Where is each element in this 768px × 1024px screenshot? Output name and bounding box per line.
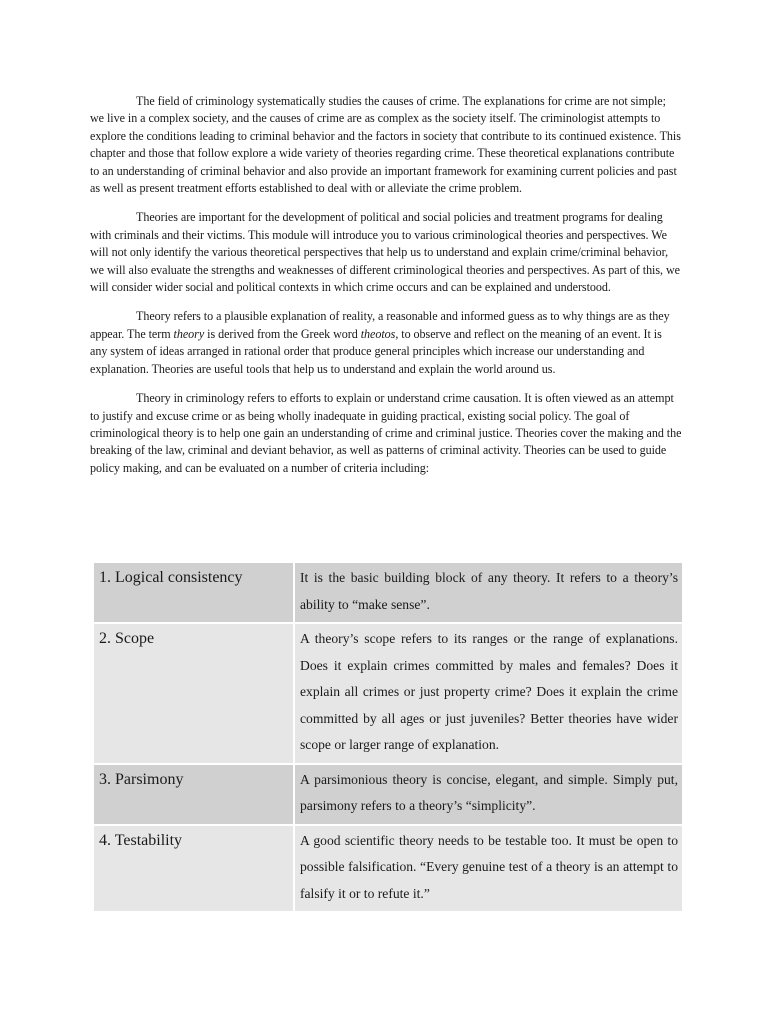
paragraph-text: Theory in criminology refers to efforts to explain or understand crime causation. It is often viewed as an attempt to justify and excuse crime or as being wholly inadequate in guiding practical, existing social policy. The goal of criminological theory is to help one gain an understanding of crime and criminal justice. Theories cover the making and the breaking of the law, criminal and deviant behavior, as well as patterns of criminal activity. Theories can be used to guide policy making, and can be evaluated on a number of criteria including: (90, 391, 682, 475)
criteria-table (94, 563, 682, 913)
criterion-name: 1. Logical consistency (94, 563, 294, 623)
table-row-logical-consistency (94, 563, 682, 623)
table-row-testability (94, 825, 682, 913)
paragraph-text: Theories are important for the development of political and social policies and treatment programs for dealing with criminals and their victims. This module will introduce you to various criminological theories and perspectives. We will not only identify the various theoretical perspectives that help us to understand and explain crime/criminal behavior, we will also evaluate the strengths and weaknesses of different criminological theories and perspectives. As part of this, we will consider wider social and political contexts in which crime occurs and can be explained and understood. (90, 210, 680, 295)
criterion-description: A good scientific theory needs to be testable too. It must be open to possible falsification. “Every genuine test of a theory is an attempt to falsify it or to refute it.” (294, 825, 682, 913)
italic-term-theory: theory (173, 326, 205, 341)
criterion-description: It is the basic building block of any theory. It refers to a theory’s ability to “make sense”. (294, 563, 682, 623)
table-row-scope (94, 623, 682, 764)
criterion-description: A theory’s scope refers to its ranges or the range of explanations. Does it explain crimes committed by males and females? Does it explain all crimes or just property crime? Does it explain the crime committed by all ages or just juveniles? Better theories have wider scope or larger range of explanation. (294, 623, 682, 764)
document-body (90, 93, 682, 489)
criterion-description: A parsimonious theory is concise, elegant, and simple. Simply put, parsimony refers to a theory’s “simplicity”. (294, 764, 682, 825)
paragraph-theory-definition (90, 308, 682, 378)
paragraph-text: is derived from the Greek word (204, 326, 361, 341)
criterion-name: 3. Parsimony (94, 764, 294, 825)
italic-term-theotos: theotos (360, 326, 396, 341)
paragraph-theory-in-criminology (90, 390, 682, 477)
paragraph-text: , to observe and reflect on the meaning of an event. It is any system of ideas arranged in rational order that produce general principles which increase our understanding and explanation. Theories are useful tools that help us to understand and explain the world around us. (90, 326, 662, 376)
paragraph-criminology-field (90, 93, 682, 197)
table-row-parsimony (94, 764, 682, 825)
paragraph-theories-importance (90, 209, 682, 296)
paragraph-text: The field of criminology systematically studies the causes of crime. The explanations for crime are not simple; we live in a complex society, and the causes of crime are as complex as the society itself. The criminologist attempts to explore the conditions leading to criminal behavior and the factors in society that contribute to its continued existence. This chapter and those that follow explore a wide variety of theories regarding crime. These theoretical explanations contribute to an understanding of criminal behavior and also provide an important framework for examining current policies and past as well as present treatment efforts established to deal with or alleviate the crime problem. (90, 94, 681, 196)
paragraph-text: Theory refers to a plausible explanation of reality, a reasonable and informed guess as to why things are as they appear. The term (90, 309, 670, 341)
criterion-name: 4. Testability (94, 825, 294, 913)
criterion-name: 2. Scope (94, 623, 294, 764)
